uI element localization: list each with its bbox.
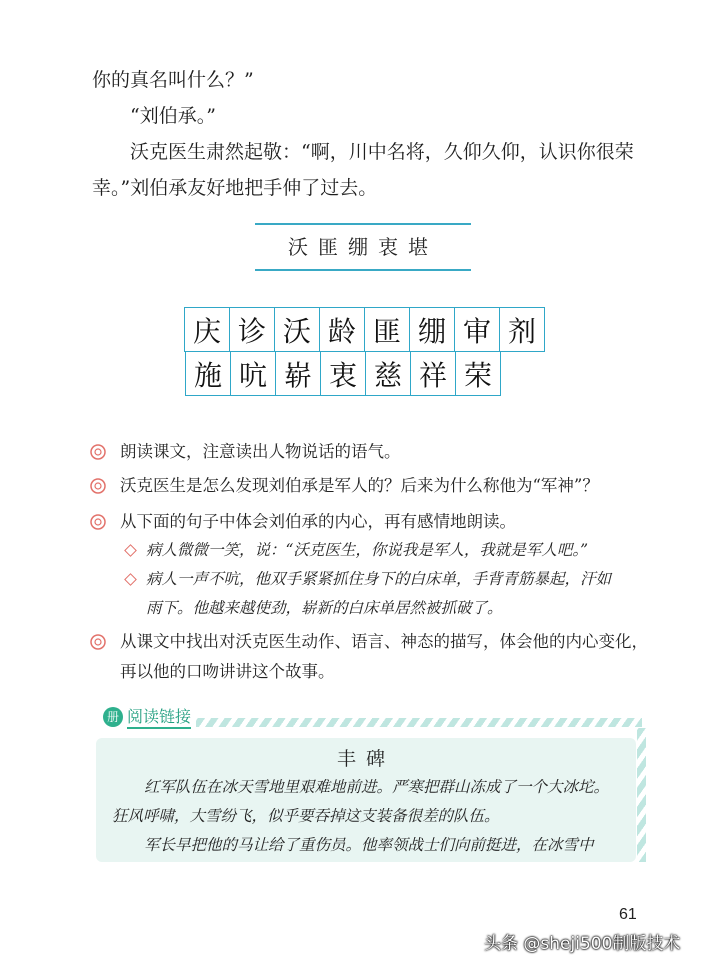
flower-bullet-icon xyxy=(90,444,106,460)
question-text: 从课文中找出对沃克医生动作、语言、神态的描写，体会他的内心变化， xyxy=(120,632,648,651)
grid-character: 庆 xyxy=(184,307,230,352)
story-line: 沃克医生肃然起敬：“啊，川中名将，久仰久仰，认识你很荣 xyxy=(130,141,634,163)
sentence-text: 病人微微一笑，说：“沃克医生，你说我是军人，我就是军人吧。” xyxy=(146,541,589,559)
reading-link-text xyxy=(112,773,632,860)
book-icon: 册 xyxy=(103,707,123,727)
question-text: 从下面的句子中体会刘伯承的内心，再有感情地朗读。 xyxy=(120,512,516,531)
watermark: 头条 @sheji500制版技术 xyxy=(484,934,681,954)
grid-character: 剂 xyxy=(499,307,545,352)
reading-link-title: 丰碑 xyxy=(336,748,395,770)
story-line: 幸。”刘伯承友好地把手伸了过去。 xyxy=(92,177,378,199)
flower-bullet-icon xyxy=(90,478,106,494)
sentence-text: 病人一声不吭，他双手紧紧抓住身下的白床单，手背青筋暴起，汗如 xyxy=(146,570,612,588)
grid-character: 绷 xyxy=(409,307,455,352)
reading-line: 红军队伍在冰天雪地里艰难地前进。严寒把群山冻成了一个大冰坨。 xyxy=(144,778,610,796)
grid-row xyxy=(185,351,544,395)
writing-character-grid xyxy=(184,307,544,395)
decorative-stripe xyxy=(196,718,642,727)
reading-link-label: 阅读链接 xyxy=(127,704,191,729)
grid-character: 沃 xyxy=(274,307,320,352)
grid-character: 衷 xyxy=(320,351,366,396)
grid-character: 审 xyxy=(454,307,500,352)
flower-bullet-icon xyxy=(90,634,106,650)
decorative-stripe xyxy=(637,728,646,862)
grid-character: 吭 xyxy=(230,351,276,396)
grid-character: 龄 xyxy=(319,307,365,352)
question-text: 沃克医生是怎么发现刘伯承是军人的？后来为什么称他为“军神”？ xyxy=(120,476,599,495)
example-sentence-2 xyxy=(126,565,646,623)
example-sentence-1 xyxy=(126,536,646,565)
story-text xyxy=(92,62,652,206)
question-text: 朗读课文，注意读出人物说话的语气。 xyxy=(120,442,401,461)
story-line: “刘伯承。” xyxy=(130,105,216,127)
flower-bullet-icon xyxy=(90,514,106,530)
reading-link-header xyxy=(103,704,191,729)
question-text: 再以他的口吻讲讲这个故事。 xyxy=(120,662,335,681)
grid-character: 匪 xyxy=(364,307,410,352)
grid-character: 施 xyxy=(185,351,231,396)
reading-line: 军长早把他的马让给了重伤员。他率领战士们向前挺进，在冰雪中 xyxy=(144,836,594,854)
read-characters: 沃匪绷衷堪 xyxy=(255,223,471,271)
story-line: 你的真名叫什么？” xyxy=(92,69,254,91)
grid-character: 荣 xyxy=(455,351,501,396)
grid-character: 祥 xyxy=(410,351,456,396)
page-number: 61 xyxy=(619,906,637,923)
grid-row xyxy=(184,307,544,351)
grid-character: 诊 xyxy=(229,307,275,352)
grid-character: 崭 xyxy=(275,351,321,396)
reading-line: 狂风呼啸，大雪纷飞，似乎要吞掉这支装备很差的队伍。 xyxy=(112,807,500,825)
sentence-text: 雨下。他越来越使劲，崭新的白床单居然被抓破了。 xyxy=(146,599,503,617)
grid-character: 慈 xyxy=(365,351,411,396)
